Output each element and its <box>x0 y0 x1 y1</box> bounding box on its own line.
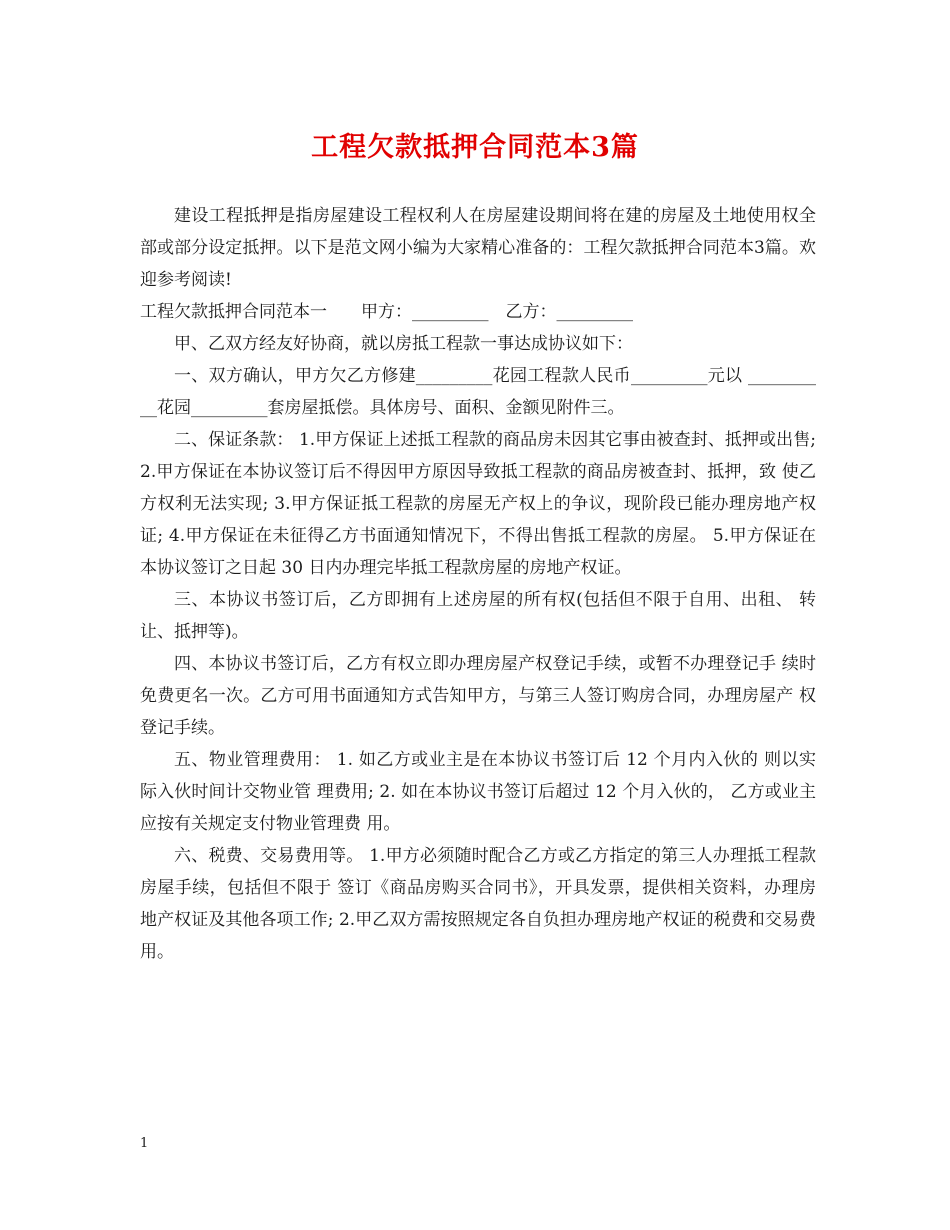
clause-4: 四、本协议书签订后，乙方有权立即办理房屋产权登记手续，或暂不办理登记手 续时免费更名一次。乙方可用书面通知方式告知甲方，与第三人签订购房合同，办理房屋产 权登记手续。 <box>140 654 816 738</box>
intro-paragraph: 建设工程抵押是指房屋建设工程权利人在房屋建设期间将在建的房屋及土地使用权全部或部分设定抵押。以下是范文网小编为大家精心准备的：工程欠款抵押合同范本3篇。欢迎参考阅读! <box>140 206 816 290</box>
agreement-preamble: 甲、乙双方经友好协商，就以房抵工程款一事达成协议如下： <box>174 334 633 354</box>
clause-3: 三、本协议书签订后，乙方即拥有上述房屋的所有权(包括但不限于自用、出租、 转让、抵押等)。 <box>140 590 816 642</box>
clause-6: 六、税费、交易费用等。 1.甲方必须随时配合乙方或乙方指定的第三人办理抵工程款房屋手续，包括但不限于 签订《商品房购买合同书》，开具发票，提供相关资料，办理房地产权证及其他各项工作; 2.甲乙双方需按照规定各自负担办理房地产权证的税费和交易费用。 <box>140 846 816 962</box>
document-title: 工程欠款抵押合同范本3篇 <box>311 132 639 163</box>
contract-parties-line: 工程欠款抵押合同范本一 甲方：_________ 乙方：_________ <box>140 302 633 322</box>
document-body <box>140 200 816 968</box>
clause-2: 二、保证条款： 1.甲方保证上述抵工程款的商品房未因其它事由被查封、抵押或出售; 2.甲方保证在本协议签订后不得因甲方原因导致抵工程款的商品房被查封、抵押，致 使乙方权利无法实现; 3.甲方保证抵工程款的房屋无产权上的争议，现阶段已能办理房地产权证; 4.甲方保证在未征得乙方书面通知情况下，不得出售抵工程款的房屋。 5.甲方保证在本协议签订之日起 30 日内办理完毕抵工程款房屋的房地产权证。 <box>140 430 816 578</box>
page-number: 1 <box>140 1136 149 1151</box>
clause-1: 一、双方确认，甲方欠乙方修建_________花园工程款人民币_________元以 __________花园_________套房屋抵偿。具体房号、面积、金额见附件三。 <box>140 366 816 418</box>
clause-5: 五、物业管理费用： 1. 如乙方或业主是在本协议书签订后 12 个月内入伙的 则以实际入伙时间计交物业管 理费用; 2. 如在本协议书签订后超过 12 个月入伙的， 乙方或业主应按有关规定支付物业管理费 用。 <box>140 750 816 834</box>
